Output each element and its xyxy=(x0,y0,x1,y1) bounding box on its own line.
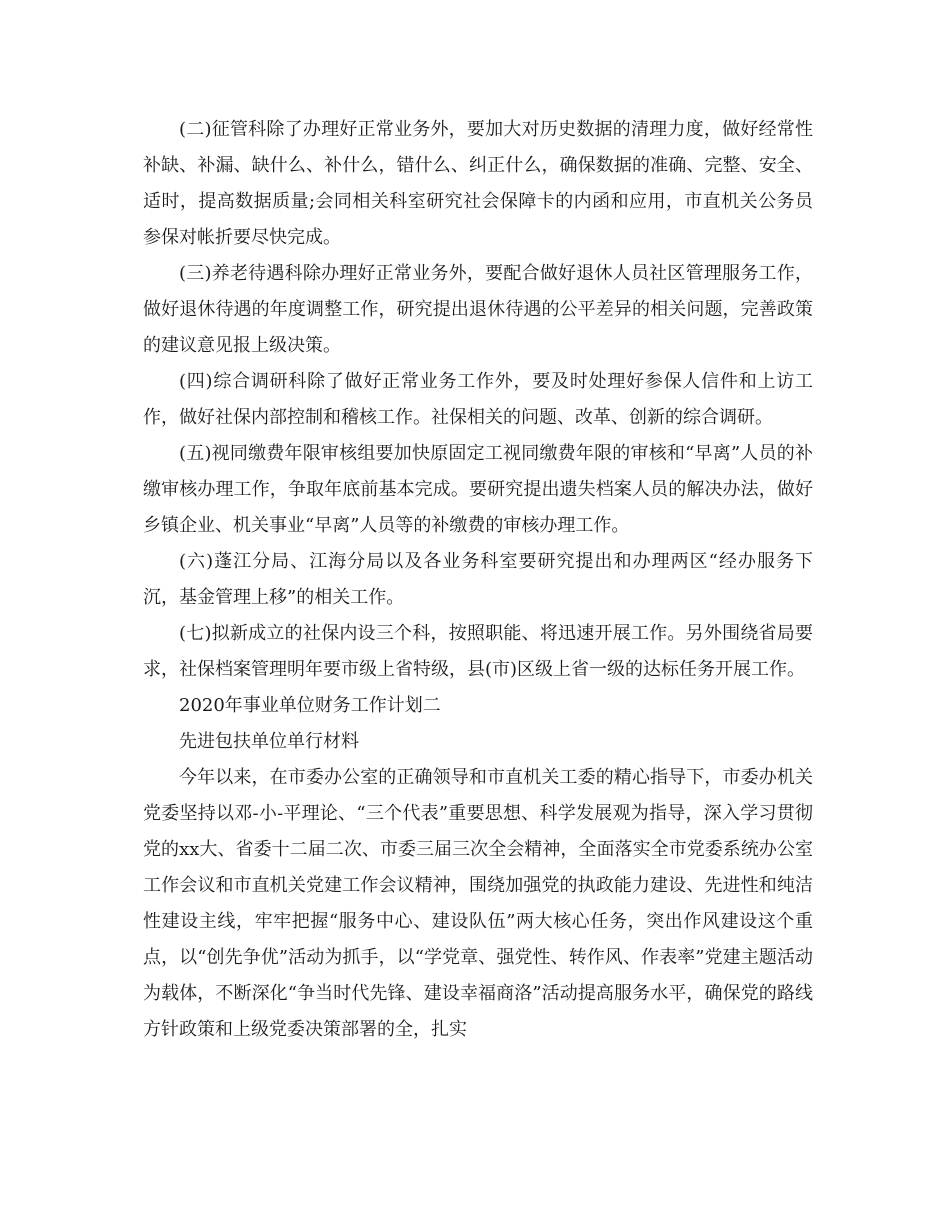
paragraph-diaoyan: (四)综合调研科除了做好正常业务工作外，要及时处理好参保人信件和上访工作，做好社保内部控制和稽核工作。社保相关的问题、改革、创新的综合调研。 xyxy=(143,371,813,428)
paragraph-shitong: (五)视同缴费年限审核组要加快原固定工视同缴费年限的审核和“早离”人员的补缴审核办理工作，争取年底前基本完成。要研究提出遗失档案人员的解决办法，做好乡镇企业、机关事业“早离”人员等的补缴费的审核办理工作。 xyxy=(143,443,813,536)
paragraph-jinnian: 今年以来，在市委办公室的正确领导和市直机关工委的精心指导下，市委办机关党委坚持以邓-小-平理论、“三个代表”重要思想、科学发展观为指导，深入学习贯彻党的xx大、省委十二届二次、市委三届三次全会精神，全面落实全市党委系统办公室工作会议和市直机关党建工作会议精神，围绕加强党的执政能力建设、先进性和纯洁性建设主线，牢牢把握“服务中心、建设队伍”两大核心任务，突出作风建设这个重点，以“创先争优”活动为抓手，以“学党章、强党性、转作风、作表率”党建主题活动为载体，不断深化“争当时代先锋、建设幸福商洛”活动提高服务水平，确保党的路线方针政策和上级党委决策部署的全，扎实 xyxy=(143,767,813,1040)
section-subtitle: 先进包扶单位单行材料 xyxy=(179,731,359,752)
paragraph-yanglao: (三)养老待遇科除办理好正常业务外，要配合做好退休人员社区管理服务工作，做好退休待遇的年度调整工作，研究提出退休待遇的公平差异的相关问题，完善政策的建议意见报上级决策。 xyxy=(143,263,813,356)
paragraph-xinke: (七)拟新成立的社保内设三个科，按照职能、将迅速开展工作。另外围绕省局要求，社保档案管理明年要市级上省特级，县(市)区级上省一级的达标任务开展工作。 xyxy=(143,623,813,680)
document-body xyxy=(143,112,813,1048)
paragraph-fenju: (六)蓬江分局、江海分局以及各业务科室要研究提出和办理两区“经办服务下沉，基金管理上移”的相关工作。 xyxy=(143,551,813,608)
paragraph-zhengguan: (二)征管科除了办理好正常业务外，要加大对历史数据的清理力度，做好经常性补缺、补漏、缺什么、补什么，错什么、纠正什么，确保数据的准确、完整、安全、适时，提高数据质量;会同相关科室研究社会保障卡的内函和应用，市直机关公务员参保对帐折要尽快完成。 xyxy=(143,119,813,248)
section-title: 2020年事业单位财务工作计划二 xyxy=(179,695,441,716)
